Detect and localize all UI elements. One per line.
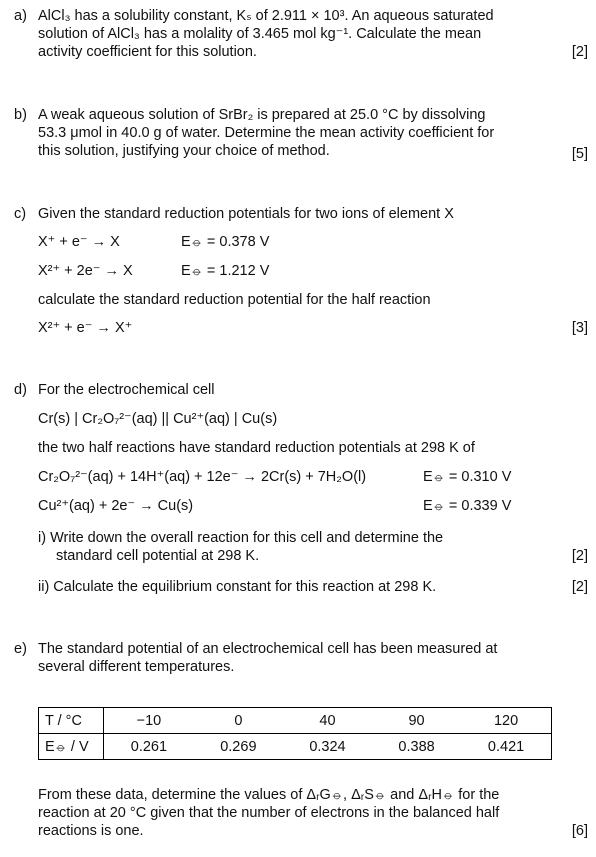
question-e-label: e) [14, 641, 27, 657]
question-a-marks: [2] [571, 44, 588, 60]
question-d-i-marks: [2] [571, 548, 588, 564]
cell-notation: Cr(s) | Cr₂O₇²⁻(aq) || Cu²⁺(aq) | Cu(s) [38, 411, 278, 427]
half-reaction-2: X²⁺ + 2e⁻ → X [38, 263, 133, 279]
question-c-intro: Given the standard reduction potentials for two ions of element X [38, 206, 454, 222]
table-cell: 0.261 [104, 734, 194, 760]
question-a-line-2: solution of AlCl₃ has a molality of 3.465 mol kg⁻¹. Calculate the mean [38, 26, 482, 42]
table-header-temperature: T / °C [39, 708, 104, 734]
half-reaction-dichromate: Cr₂O₇²⁻(aq) + 14H⁺(aq) + 12e⁻ → 2Cr(s) + 7H₂O(l) [38, 469, 367, 485]
question-d-text: the two half reactions have standard reduction potentials at 298 K of [38, 440, 475, 456]
standard-potential-1: E⦵ = 0.378 V [181, 234, 270, 250]
question-d-ii-marks: [2] [571, 579, 588, 595]
table-cell: 0.269 [194, 734, 283, 760]
question-c-text: calculate the standard reduction potential for the half reaction [38, 292, 431, 308]
half-reaction-1: X⁺ + e⁻ → X [38, 234, 120, 250]
table-cell: 0.388 [372, 734, 461, 760]
question-d-intro: For the electrochemical cell [38, 382, 215, 398]
target-half-reaction: X²⁺ + e⁻ → X⁺ [38, 320, 133, 336]
question-a-label: a) [14, 8, 27, 24]
question-d-i-line-2: standard cell potential at 298 K. [56, 548, 260, 564]
question-e-final-line-1: From these data, determine the values of ΔᵣG⦵, ΔᵣS⦵ and ΔᵣH⦵ for the [38, 787, 500, 803]
table-row [39, 734, 552, 760]
question-d-label: d) [14, 382, 27, 398]
table-cell: 120 [461, 708, 551, 734]
standard-potential-copper: E⦵ = 0.339 V [423, 498, 512, 514]
standard-potential-dichromate: E⦵ = 0.310 V [423, 469, 512, 485]
question-e-final-line-2: reaction at 20 °C given that the number of electrons in the balanced half [38, 805, 500, 821]
question-b-line-2: 53.3 μmol in 40.0 g of water. Determine the mean activity coefficient for [38, 125, 495, 141]
table-cell: −10 [104, 708, 194, 734]
standard-potential-2: E⦵ = 1.212 V [181, 263, 270, 279]
question-b-label: b) [14, 107, 27, 123]
table-row [39, 708, 552, 734]
table-header-potential: E⦵ / V [39, 734, 104, 760]
question-e-final-line-3: reactions is one. [38, 823, 144, 839]
table-cell: 40 [283, 708, 372, 734]
question-e-marks: [6] [571, 823, 588, 839]
question-a-line-1: AlCl₃ has a solubility constant, Kₛ of 2.911 × 10³. An aqueous saturated [38, 8, 494, 24]
question-c-label: c) [14, 206, 27, 222]
table-cell: 0.421 [461, 734, 551, 760]
question-a-line-3: activity coefficient for this solution. [38, 44, 257, 60]
question-d-ii: ii) Calculate the equilibrium constant for this reaction at 298 K. [38, 579, 437, 595]
table-cell: 90 [372, 708, 461, 734]
temperature-potential-table [38, 707, 552, 760]
table-cell: 0.324 [283, 734, 372, 760]
half-reaction-copper: Cu²⁺(aq) + 2e⁻ → Cu(s) [38, 498, 194, 514]
question-b-marks: [5] [571, 146, 588, 162]
question-b-line-1: A weak aqueous solution of SrBr₂ is prepared at 25.0 °C by dissolving [38, 107, 486, 123]
question-e-line-1: The standard potential of an electrochemical cell has been measured at [38, 641, 498, 657]
question-b-line-3: this solution, justifying your choice of method. [38, 143, 330, 159]
question-e-line-2: several different temperatures. [38, 659, 235, 675]
question-d-i-line-1: i) Write down the overall reaction for this cell and determine the [38, 530, 444, 546]
question-c-marks: [3] [571, 320, 588, 336]
table-cell: 0 [194, 708, 283, 734]
